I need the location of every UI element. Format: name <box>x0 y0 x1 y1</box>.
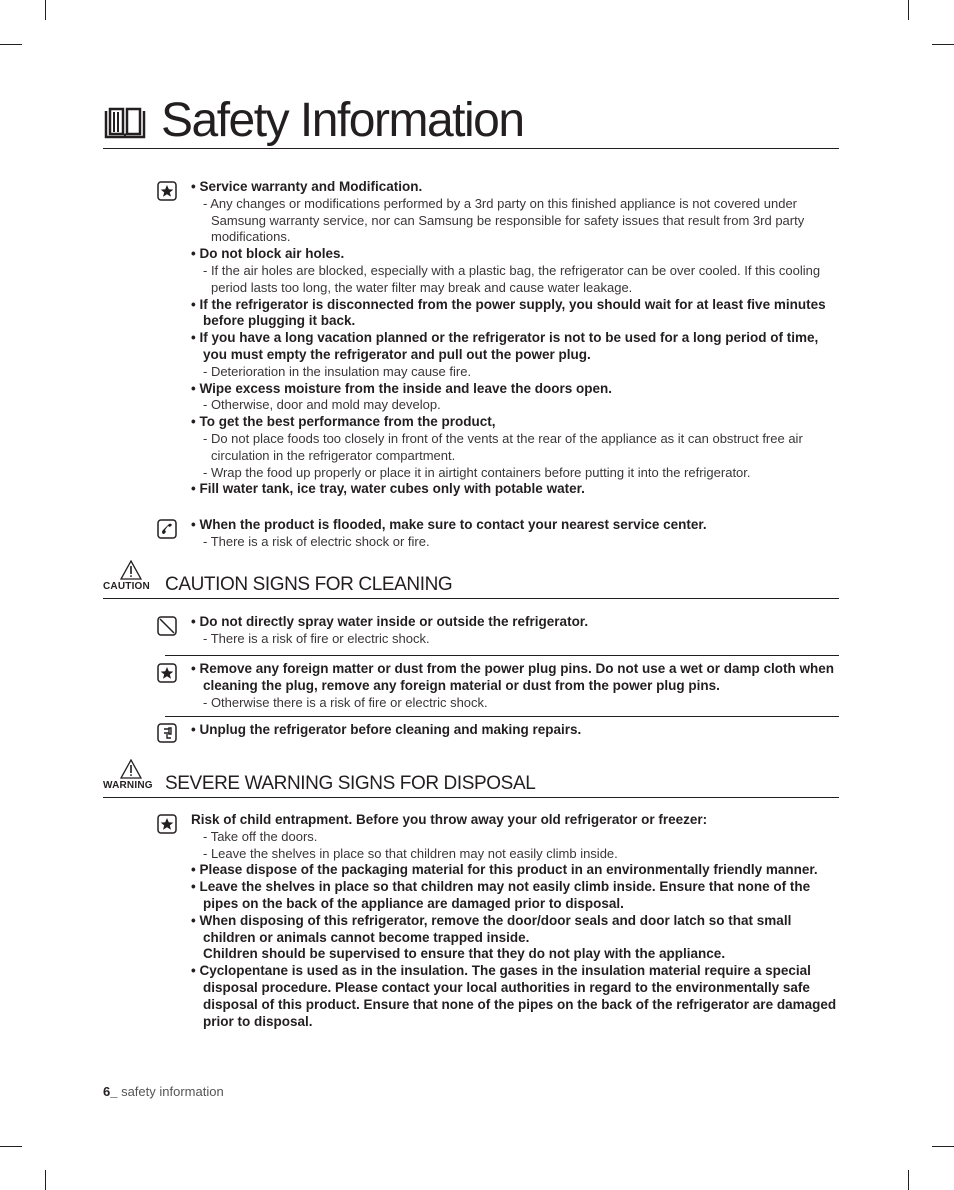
sub-note: - Otherwise, door and mold may develop. <box>203 397 441 413</box>
caution-section-title: CAUTION SIGNS FOR CLEANING <box>165 574 453 595</box>
bullet-item: • If you have a long vacation planned or the refrigerator is not to be used for a long period of time, you must empty the refrigerator and pull out the power plug. <box>191 330 819 362</box>
bullet-item: • Do not block air holes. <box>191 246 345 262</box>
sub-note: - If the air holes are blocked, especially with a plastic bag, the refrigerator can be over cooled. If this cooling period lasts too long, the water filter may break and cause water leakage. <box>203 262 821 295</box>
sub-note: - Leave the shelves in place so that children may not easily climb inside. <box>203 845 618 861</box>
sub-note: - Do not place foods too closely in front of the vents at the rear of the appliance as it can obstruct free air circulation in the refrigerator compartment. <box>203 430 803 463</box>
crop-mark <box>0 1146 22 1147</box>
flood-contact-list <box>191 517 841 551</box>
sub-note: - Wrap the food up properly or place it in airtight containers before putting it into the refrigerator. <box>203 464 751 480</box>
service-warranty-list <box>191 179 841 498</box>
sub-note: - Deterioration in the insulation may cause fire. <box>203 363 472 379</box>
bullet-item: • If the refrigerator is disconnected from the power supply, you should wait for at least five minutes before plugging it back. <box>191 296 826 329</box>
divider <box>165 655 839 656</box>
bullet-item: • Leave the shelves in place so that children may not easily climb inside. Ensure that none of the pipes on the back of the appliance are damaged prior to disposal. <box>191 879 811 911</box>
crop-mark <box>45 1170 46 1190</box>
page-header <box>103 96 839 149</box>
crop-mark <box>45 0 46 20</box>
sub-note: - Otherwise there is a risk of fire or electric shock. <box>203 694 488 710</box>
bullet-item: • When disposing of this refrigerator, remove the door/door seals and door latch so that small children or animals cannot become trapped inside. <box>191 912 792 945</box>
bullet-item: • To get the best performance from the product, <box>191 414 496 430</box>
sub-note: - There is a risk of fire or electric shock. <box>203 630 430 646</box>
unplug-icon <box>157 723 177 743</box>
continuation-statement: Children should be supervised to ensure that they do not play with the appliance. <box>203 946 726 962</box>
caution-label: CAUTION <box>103 581 150 592</box>
plug-dust-list <box>191 661 841 711</box>
disposal-list <box>191 812 841 1030</box>
bullet-item: • Please dispose of the packaging material for this product in an environmentally friendly manner. <box>191 862 818 878</box>
bullet-item: • Unplug the refrigerator before cleaning and making repairs. <box>191 722 582 737</box>
divider <box>165 716 839 717</box>
crop-mark <box>932 44 954 45</box>
caution-triangle-icon <box>120 560 142 580</box>
caution-section-header <box>103 560 839 599</box>
bullet-item: • Wipe excess moisture from the inside and leave the doors open. <box>191 380 612 396</box>
sub-note: - Any changes or modifications performed by a 3rd party on this finished appliance is not covered under Samsung warranty service, nor can Samsung be responsible for safety issues that result from 3rd party modifications. <box>203 195 805 245</box>
sub-note: - Take off the doors. <box>203 828 318 844</box>
crop-mark <box>0 44 22 45</box>
lead-statement: Risk of child entrapment. Before you throw away your old refrigerator or freezer: <box>191 812 708 827</box>
bullet-item: • Fill water tank, ice tray, water cubes only with potable water. <box>191 481 585 497</box>
bullet-item: • Remove any foreign matter or dust from the power plug pins. Do not use a wet or damp cloth when cleaning the plug, remove any foreign material or dust from the power plug pins. <box>191 661 835 693</box>
spray-water-list <box>191 614 841 648</box>
warning-section-header <box>103 759 839 798</box>
important-star-icon <box>157 814 177 834</box>
page-title: Safety Information <box>161 94 524 147</box>
phone-contact-icon <box>157 519 177 539</box>
warning-section-title: SEVERE WARNING SIGNS FOR DISPOSAL <box>165 773 536 794</box>
unplug-list <box>191 722 841 739</box>
page-footer <box>103 1084 224 1099</box>
book-icon <box>103 106 147 140</box>
prohibited-icon <box>157 616 177 636</box>
important-star-icon <box>157 181 177 201</box>
crop-mark <box>908 1170 909 1190</box>
crop-mark <box>932 1146 954 1147</box>
important-star-icon <box>157 663 177 683</box>
warning-triangle-icon <box>120 759 142 779</box>
crop-mark <box>908 0 909 20</box>
footer-text: safety information <box>117 1084 224 1099</box>
page-number: 6_ <box>103 1084 118 1099</box>
bullet-item: • Do not directly spray water inside or outside the refrigerator. <box>191 614 589 629</box>
bullet-item: • Service warranty and Modification. <box>191 179 423 194</box>
warning-label: WARNING <box>103 780 153 791</box>
bullet-item: • Cyclopentane is used as in the insulation. The gases in the insulation material require a special disposal procedure. Please contact your local authorities in regard to the environmentally safe disposal of this product. Ensure that none of the pipes on the back of the refrigerator are damaged prior to disposal. <box>191 963 837 1029</box>
sub-note: - There is a risk of electric shock or fire. <box>203 533 430 549</box>
bullet-item: • When the product is flooded, make sure to contact your nearest service center. <box>191 517 707 532</box>
